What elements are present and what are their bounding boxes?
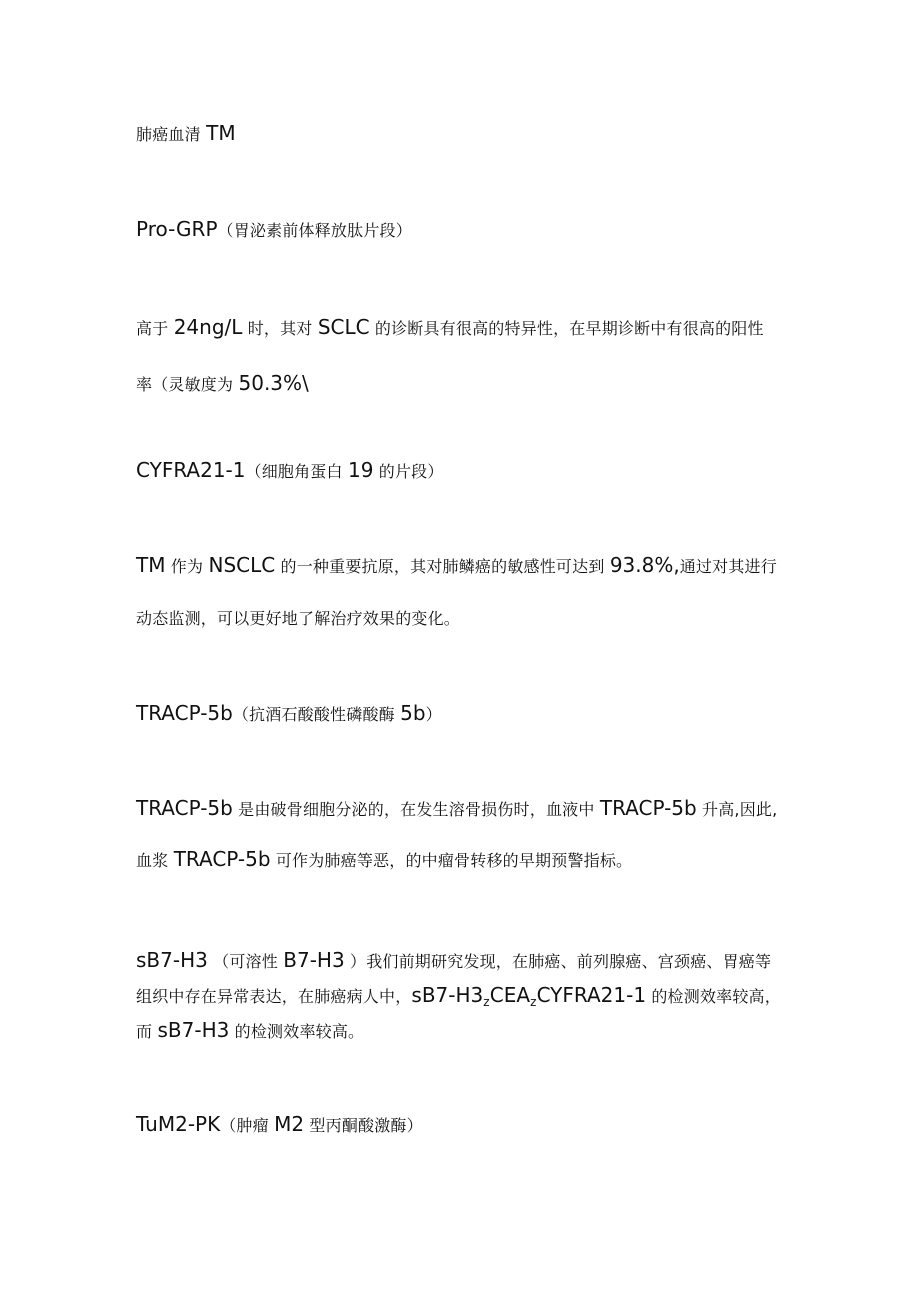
text-segment: ） <box>425 705 442 724</box>
cytokeratin-number: 19 <box>348 458 374 482</box>
tracp-paragraph-line-1 <box>136 796 777 822</box>
title-chinese: 肺癌血清 <box>136 125 201 144</box>
text-segment: （可溶性 <box>213 952 278 971</box>
text-segment: 动态监测，可以更好地了解治疗效果的变化。 <box>136 609 461 628</box>
tum2-heading <box>136 1112 423 1138</box>
tracp-term: TRACP-5b <box>136 796 233 820</box>
subscript-z: z <box>530 995 537 1010</box>
text-segment: 的诊断具有很高的特异性，在早期诊断中有很高的阳性 <box>374 319 764 338</box>
subscript-z: z <box>483 995 490 1010</box>
tracp-paragraph-line-2 <box>136 847 632 873</box>
threshold-value: 24ng/L <box>173 315 243 339</box>
title-tm: TM <box>206 121 236 145</box>
tracp-suffix: 5b <box>400 701 426 725</box>
text-segment: 血浆 <box>136 851 169 870</box>
text-segment: 是由破骨细胞分泌的，在发生溶骨损伤时，血液中 <box>238 800 595 819</box>
text-segment: 型丙酮酸激酶） <box>309 1116 423 1135</box>
text-segment: 的检测效率较高。 <box>234 1022 365 1041</box>
document-title <box>136 121 236 147</box>
progrp-paragraph-line-1 <box>136 315 764 341</box>
sb7-term: sB7-H3 <box>136 948 208 972</box>
text-segment: 升高,因此, <box>702 800 778 819</box>
tracp-name: TRACP-5b <box>136 701 233 725</box>
cea-term: CEA <box>489 983 531 1007</box>
cyfra-description: （细胞角蛋白 <box>245 462 343 481</box>
text-segment: 的检测效率较高， <box>651 987 781 1006</box>
nsclc-term: NSCLC <box>208 553 276 577</box>
text-segment: 作为 <box>170 557 204 576</box>
text-segment: 组织中存在异常表达，在肺癌病人中， <box>136 987 412 1006</box>
tracp-description: （抗酒石酸酸性磷酸酶 <box>232 705 395 724</box>
sensitivity-value: 50.3%\ <box>238 371 309 395</box>
cyfra-heading <box>136 458 444 484</box>
text-segment: 率（灵敏度为 <box>136 375 234 394</box>
cyfra-paragraph-line-2 <box>136 607 460 631</box>
progrp-description: （胃泌素前体释放肽片段） <box>217 221 412 240</box>
tracp-heading <box>136 701 442 727</box>
tracp-term: TRACP-5b <box>173 847 271 871</box>
tm-term: TM <box>136 553 166 577</box>
m2-term: M2 <box>274 1112 305 1136</box>
progrp-name: Pro-GRP <box>136 217 218 241</box>
sb7-paragraph-line-1 <box>136 948 771 974</box>
tum2-description: （肿瘤 <box>220 1116 269 1135</box>
sensitivity-value: 93.8%, <box>609 553 680 577</box>
sb7-term: sB7-H3 <box>411 983 484 1007</box>
sb7-paragraph-line-2 <box>136 983 781 1014</box>
sb7-paragraph-line-3 <box>136 1018 364 1044</box>
sb7-term: sB7-H3 <box>157 1018 230 1042</box>
tum2-name: TuM2-PK <box>136 1112 221 1136</box>
text-segment: 可作为肺癌等恶，的中瘤骨转移的早期预警指标。 <box>275 851 633 870</box>
text-segment: ）我们前期研究发现，在肺癌、前列腺癌、宫颈癌、胃癌等 <box>350 952 772 971</box>
progrp-paragraph-line-2 <box>136 371 309 397</box>
cyfra-name: CYFRA21-1 <box>136 458 246 482</box>
text-segment: 时，其对 <box>247 319 313 338</box>
cyfra-term: CYFRA21-1 <box>536 983 647 1007</box>
text-segment: 通过对其进行 <box>679 557 777 576</box>
text-segment: 高于 <box>136 319 169 338</box>
text-segment: 而 <box>136 1022 153 1041</box>
b7-term: B7-H3 <box>283 948 345 972</box>
cyfra-paragraph-line-1 <box>136 553 777 579</box>
text-segment: 的片段） <box>378 462 444 481</box>
progrp-heading <box>136 217 412 243</box>
tracp-term: TRACP-5b <box>599 796 697 820</box>
text-segment: 的一种重要抗原，其对肺鳞癌的敏感性可达到 <box>280 557 605 576</box>
sclc-term: SCLC <box>317 315 370 339</box>
